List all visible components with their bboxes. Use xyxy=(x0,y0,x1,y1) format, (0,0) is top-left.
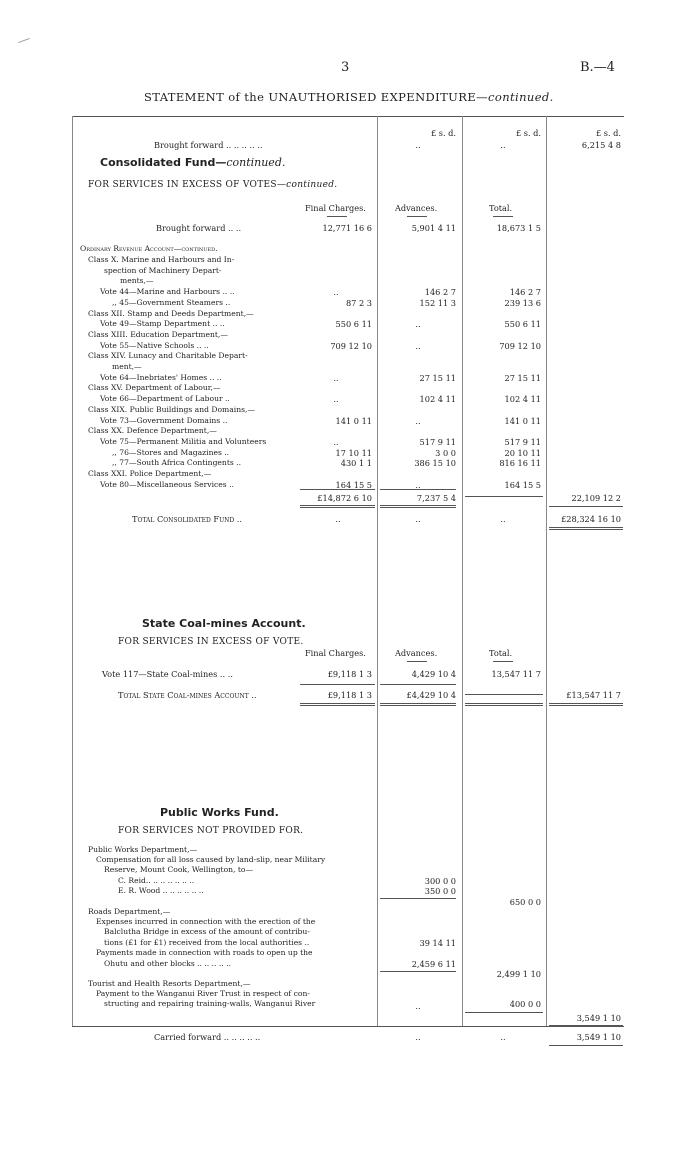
col3-rule-1 xyxy=(549,506,623,507)
carried-forward-rule xyxy=(549,1045,623,1046)
col-rule-2 xyxy=(462,116,463,1026)
table-left-rule xyxy=(72,116,73,1026)
currency-header-3: £ s. d. xyxy=(595,128,621,138)
pw-line-6: Expenses incurred in connection with the erection of the xyxy=(96,917,316,926)
consolidated-row-final: .. xyxy=(333,394,339,405)
header-dash-2 xyxy=(407,216,427,217)
pw-line-11: Tourist and Health Resorts Department,— xyxy=(88,979,251,988)
consolidated-row-label: Class XX. Defence Department,— xyxy=(88,426,217,436)
brought-forward-label: Brought forward .. .. .. .. .. xyxy=(154,140,263,150)
consolidated-row-advances: 27 15 11 xyxy=(419,372,456,383)
pw-col3-total: 3,549 1 10 xyxy=(576,1013,621,1023)
pw-line-2: Reserve, Mount Cook, Wellington, to— xyxy=(104,865,254,874)
consolidated-row-final: .. xyxy=(333,287,339,298)
brought-forward-col1: .. xyxy=(415,140,421,150)
col-rule-1 xyxy=(377,116,378,1026)
public-works-subheading: FOR SERVICES NOT PROVIDED FOR. xyxy=(118,826,304,836)
consolidated-row-label: Vote 49—Stamp Department .. .. xyxy=(100,319,225,329)
consolidated-brought-forward-label: Brought forward .. .. xyxy=(156,223,242,233)
pw-reid-value: 300 0 0 xyxy=(424,876,456,886)
col-header-final-charges: Final Charges. xyxy=(305,203,366,213)
consolidated-row-total: 146 2 7 xyxy=(509,287,541,298)
pw-line-1: Compensation for all loss caused by land-slip, near Military xyxy=(96,855,326,864)
coal-total-adv: £4,429 10 4 xyxy=(406,690,456,700)
consolidated-row-label: Class XIV. Lunacy and Charitable Depart- xyxy=(88,351,248,361)
pw-line-0: Public Works Department,— xyxy=(88,845,198,854)
coal-heading: State Coal-mines Account. xyxy=(142,617,306,630)
consolidated-row-label: Class X. Marine and Harbours and In- xyxy=(88,255,235,264)
margin-mark xyxy=(18,38,30,43)
consolidated-row-advances: 517 9 11 xyxy=(419,436,456,447)
consolidated-row-advances: .. xyxy=(415,479,421,490)
consolidated-row-label: ,, 77—South Africa Contingents .. xyxy=(112,458,242,468)
consolidated-row-label: Vote 73—Government Domains .. xyxy=(100,415,228,425)
public-works-heading: Public Works Fund. xyxy=(160,806,279,819)
consolidated-row-advances: .. xyxy=(415,319,421,330)
consolidated-row-total: 164 15 5 xyxy=(504,479,541,490)
carried-forward-col2: .. xyxy=(500,1032,506,1042)
brought-forward-col3: 6,215 4 8 xyxy=(581,140,621,150)
total-consolidated-final: .. xyxy=(335,514,341,524)
consolidated-row-total: 239 13 6 xyxy=(504,297,541,308)
pw-line-5: Roads Department,— xyxy=(88,907,171,916)
col3-double-1 xyxy=(549,527,623,530)
consolidated-row-total: 517 9 11 xyxy=(504,436,541,447)
pw-line-10: Ohutu and other blocks .. .. .. .. .. xyxy=(104,959,231,968)
carried-forward-col1: .. xyxy=(415,1032,421,1042)
total-consolidated-col3: £28,324 16 10 xyxy=(561,514,621,524)
consolidated-row-label: ments,— xyxy=(120,276,154,286)
consolidated-heading-text: Consolidated Fund— xyxy=(100,156,227,169)
subtotal-rule-final xyxy=(300,489,375,490)
coal-row-total: 13,547 11 7 xyxy=(491,669,541,679)
consolidated-row-final: 164 15 5 xyxy=(335,479,372,490)
consolidated-row-final: 17 10 11 xyxy=(335,447,372,458)
pw-col3-rule xyxy=(549,1025,623,1026)
coal-col-header-total: Total. xyxy=(489,648,513,658)
coal-header-dash-3 xyxy=(493,661,513,662)
subtotal-double-final xyxy=(300,505,375,508)
pw-line-12: Payment to the Wanganui River Trust in respect of con- xyxy=(96,989,310,998)
coal-row-label: Vote 117—State Coal-mines .. .. xyxy=(102,669,233,679)
table-top-rule xyxy=(72,116,624,117)
pw-roads-total: 2,499 1 10 xyxy=(496,969,541,979)
consolidated-row-final: .. xyxy=(333,436,339,447)
consolidated-row-total: 141 0 11 xyxy=(504,415,541,426)
page-number: 3 xyxy=(341,60,350,75)
consolidated-row-total: 27 15 11 xyxy=(504,372,541,383)
subtotal-final: £14,872 6 10 xyxy=(317,493,372,503)
consolidated-row-label: Class XV. Department of Labour,— xyxy=(88,383,221,393)
pw-rule-2 xyxy=(380,971,456,972)
consolidated-row-total: 709 12 10 xyxy=(499,340,541,351)
total-consolidated-label: Total Consolidated Fund .. xyxy=(132,514,243,524)
subtotal-col3: 22,109 12 2 xyxy=(571,493,621,503)
consolidated-brought-forward-adv: 5,901 4 11 xyxy=(411,223,456,233)
coal-total-final: £9,118 1 3 xyxy=(327,690,372,700)
consolidated-row-label: Vote 75—Permanent Militia and Volunteers xyxy=(100,436,267,446)
pw-wood-value: 350 0 0 xyxy=(424,886,456,896)
coal-total-label: Total State Coal-mines Account .. xyxy=(118,690,257,700)
consolidated-brought-forward-final: 12,771 16 6 xyxy=(322,223,372,233)
table-bottom-rule xyxy=(72,1026,624,1027)
pw-rule-1 xyxy=(380,898,456,899)
consolidated-row-advances: .. xyxy=(415,340,421,351)
consolidated-row-advances: .. xyxy=(415,415,421,426)
coal-rule-final xyxy=(300,684,375,685)
pw-ohutu-value: 2,459 6 11 xyxy=(411,959,456,969)
consolidated-row-label: Class XXI. Police Department,— xyxy=(88,469,212,478)
consolidated-row-total: 102 4 11 xyxy=(504,394,541,405)
subtotal-dash-total xyxy=(465,496,543,497)
coal-total-col3: £13,547 11 7 xyxy=(566,690,621,700)
consolidated-row-advances: 386 15 10 xyxy=(414,458,456,469)
pw-line-3: C. Reid.. .. .. .. .. .. .. xyxy=(118,876,195,885)
consolidated-subheading xyxy=(88,180,337,190)
coal-col-header-advances: Advances. xyxy=(395,648,438,658)
consolidated-subheading-text: FOR SERVICES IN EXCESS OF VOTES— xyxy=(88,180,287,190)
consolidated-row-total: 20 10 11 xyxy=(504,447,541,458)
consolidated-subheading-cont: continued. xyxy=(286,180,338,190)
brought-forward-col2: .. xyxy=(500,140,506,150)
subtotal-rule-adv xyxy=(380,489,456,490)
consolidated-row-final: .. xyxy=(333,372,339,383)
col-rule-3 xyxy=(546,116,547,1026)
coal-double-adv xyxy=(380,703,456,706)
consolidated-row-advances: 3 0 0 xyxy=(435,447,456,458)
coal-row-final: £9,118 1 3 xyxy=(327,669,372,679)
coal-subheading: FOR SERVICES IN EXCESS OF VOTE. xyxy=(118,637,304,647)
consolidated-brought-forward-total: 18,673 1 5 xyxy=(496,223,541,233)
pw-dept-total: 650 0 0 xyxy=(509,897,541,907)
currency-header-2: £ s. d. xyxy=(515,128,541,138)
consolidated-heading-cont: continued. xyxy=(226,156,286,169)
consolidated-row-label: Vote 55—Native Schools .. .. xyxy=(100,340,209,350)
pw-balclutha-value: 39 14 11 xyxy=(419,938,456,948)
consolidated-row-label: Vote 44—Marine and Harbours .. .. xyxy=(100,287,235,297)
consolidated-row-label: Class XIX. Public Buildings and Domains,— xyxy=(88,404,255,414)
pw-line-8: tions (£1 for £1) received from the local authorities .. xyxy=(104,938,310,947)
page-title-main: STATEMENT of the UNAUTHORISED EXPENDITURE— xyxy=(144,90,489,104)
consolidated-row-label: ment,— xyxy=(112,362,142,371)
consolidated-row-final: 550 6 11 xyxy=(335,319,372,330)
coal-col-header-final: Final Charges. xyxy=(305,648,366,658)
account-heading: Ordinary Revenue Account—continued. xyxy=(80,244,218,253)
page-title xyxy=(144,92,554,102)
coal-double-total xyxy=(465,703,543,706)
coal-row-adv: 4,429 10 4 xyxy=(411,669,456,679)
coal-header-dash-2 xyxy=(407,661,427,662)
consolidated-row-final: 709 12 10 xyxy=(330,340,372,351)
report-code: B.—4 xyxy=(580,60,615,75)
consolidated-heading xyxy=(100,158,285,168)
subtotal-double-adv xyxy=(380,505,456,508)
consolidated-row-label: ,, 76—Stores and Magazines .. xyxy=(112,447,230,457)
pw-line-9: Payments made in connection with roads to open up the xyxy=(96,948,313,957)
consolidated-row-label: spection of Machinery Depart- xyxy=(104,265,222,275)
pw-line-4: E. R. Wood .. .. .. .. .. .. xyxy=(118,886,204,895)
header-dash-3 xyxy=(493,216,513,217)
pw-wanganui-adv: .. xyxy=(415,1001,421,1011)
header-dash-1 xyxy=(327,216,347,217)
pw-rule-3 xyxy=(465,1012,543,1013)
coal-double-final xyxy=(300,703,375,706)
consolidated-row-final: 87 2 3 xyxy=(345,297,372,308)
consolidated-row-label: Class XIII. Education Department,— xyxy=(88,329,228,339)
consolidated-row-advances: 152 11 3 xyxy=(419,297,456,308)
total-consolidated-total: .. xyxy=(500,514,506,524)
coal-double-col3 xyxy=(549,703,623,706)
consolidated-row-advances: 102 4 11 xyxy=(419,394,456,405)
consolidated-row-label: ,, 45—Government Steamers .. xyxy=(112,297,231,307)
consolidated-row-final: 430 1 1 xyxy=(340,458,372,469)
subtotal-adv: 7,237 5 4 xyxy=(416,493,456,503)
consolidated-row-total: 550 6 11 xyxy=(504,319,541,330)
currency-header-1: £ s. d. xyxy=(430,128,456,138)
coal-dash-total xyxy=(465,694,543,695)
col-header-total: Total. xyxy=(489,203,513,213)
page-title-cont: continued. xyxy=(488,90,554,104)
col-header-advances: Advances. xyxy=(395,203,438,213)
carried-forward-col3: 3,549 1 10 xyxy=(576,1032,621,1042)
consolidated-row-label: Vote 64—Inebriates' Homes .. .. xyxy=(100,372,222,382)
consolidated-row-advances: 146 2 7 xyxy=(424,287,456,298)
total-consolidated-adv: .. xyxy=(415,514,421,524)
consolidated-row-final: 141 0 11 xyxy=(335,415,372,426)
pw-line-13: structing and repairing training-walls, Wanganui River xyxy=(104,999,316,1008)
pw-line-7: Balclutha Bridge in excess of the amount of contribu- xyxy=(104,927,310,936)
carried-forward-label: Carried forward .. .. .. .. .. xyxy=(154,1032,261,1042)
consolidated-row-total: 816 16 11 xyxy=(499,458,541,469)
consolidated-row-label: Vote 80—Miscellaneous Services .. xyxy=(100,479,234,489)
consolidated-row-label: Class XII. Stamp and Deeds Department,— xyxy=(88,308,254,318)
consolidated-row-label: Vote 66—Department of Labour .. xyxy=(100,394,230,404)
pw-wanganui-value: 400 0 0 xyxy=(509,999,541,1009)
coal-rule-adv xyxy=(380,684,456,685)
